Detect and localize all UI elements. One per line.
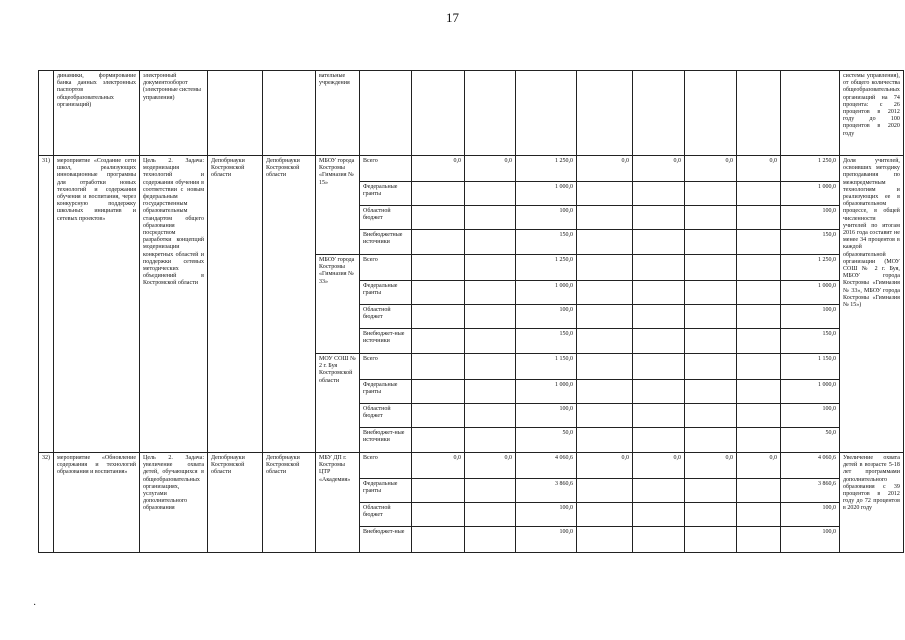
- cell-year-2: [465, 329, 516, 354]
- row31-source: Областной бюджет: [360, 404, 412, 428]
- cell-year-2: [465, 182, 516, 206]
- cell-num: [39, 71, 54, 156]
- cell-year-1: [412, 206, 465, 230]
- cell-year-5: [633, 255, 685, 281]
- row31-line: [39, 156, 904, 182]
- cell-dept2: [263, 71, 316, 156]
- cell-year-2: [465, 305, 516, 329]
- cell-year-5: [633, 230, 685, 255]
- cell-result: системы управления), от общего количества общеобразовательных организаций на 74 процента: с 26 процентов в 2012 году до 100 процентов в 2020 году: [840, 71, 904, 156]
- cell-year-5: [633, 305, 685, 329]
- cell-value: [685, 71, 737, 156]
- cell-year-3: 100,0: [516, 206, 577, 230]
- cell-year-2: 0,0: [465, 453, 516, 479]
- cell-year-7: [737, 527, 781, 553]
- cell-year-3: 100,0: [516, 503, 577, 527]
- cell-year-2: [465, 380, 516, 404]
- cell-year-5: [633, 503, 685, 527]
- row31-source: Федеральные гранты: [360, 380, 412, 404]
- cell-year-4: [577, 329, 633, 354]
- cell-year-2: [465, 255, 516, 281]
- cell-value: [465, 71, 516, 156]
- cell-year-3: 100,0: [516, 305, 577, 329]
- cell-year-7: [737, 281, 781, 305]
- cell-year-4: [577, 230, 633, 255]
- cell-value: [412, 71, 465, 156]
- cell-year-4: [577, 354, 633, 380]
- cell-year-6: [685, 479, 737, 503]
- cell-year-6: [685, 329, 737, 354]
- cell-year-2: [465, 428, 516, 453]
- cell-year-1: [412, 281, 465, 305]
- row31-source: Внебюджетные источники: [360, 230, 412, 255]
- row31-source: Всего: [360, 354, 412, 380]
- cell-year-6: [685, 527, 737, 553]
- cell-total: 150,0: [781, 329, 840, 354]
- cell-total: 50,0: [781, 428, 840, 453]
- cell-year-7: [737, 305, 781, 329]
- cell-year-1: [412, 404, 465, 428]
- cell-year-6: [685, 230, 737, 255]
- cell-year-4: [577, 404, 633, 428]
- row31-number: 31): [39, 156, 54, 453]
- cell-year-6: [685, 182, 737, 206]
- cell-year-7: 0,0: [737, 156, 781, 182]
- row32-number: 32): [39, 453, 54, 553]
- cell-year-5: [633, 380, 685, 404]
- cell-year-7: [737, 182, 781, 206]
- scan-mark: ·: [33, 600, 37, 611]
- cell-total: 1 000,0: [781, 380, 840, 404]
- cell-total: 3 860,6: [781, 479, 840, 503]
- cell-year-4: [577, 281, 633, 305]
- cell-year-3: 1 250,0: [516, 156, 577, 182]
- cell-year-7: 0,0: [737, 453, 781, 479]
- cell-year-7: [737, 230, 781, 255]
- cell-year-6: 0,0: [685, 156, 737, 182]
- cell-year-3: 1 150,0: [516, 354, 577, 380]
- cell-year-1: [412, 479, 465, 503]
- cell-year-1: [412, 503, 465, 527]
- row32-dept: Депобрнауки Костромской области: [208, 453, 263, 553]
- program-table: [38, 70, 904, 553]
- row31-source: Федеральные гранты: [360, 182, 412, 206]
- row31-source: Областной бюджет: [360, 305, 412, 329]
- row31-org: МБОУ города Костромы «Гимназия № 33»: [316, 255, 360, 354]
- cell-year-2: [465, 404, 516, 428]
- cell-year-7: [737, 479, 781, 503]
- cell-dept: [208, 71, 263, 156]
- row31-source: Федеральные гранты: [360, 281, 412, 305]
- row31-goal: Цель 2. Задача: модернизация технологий и содержания обучения в соответствии с новым федеральным государственным образовательным стандартом общего образования посредством разработки концепций модернизации конкретных областей и поддержки сетевых методических объединений в Костромской области: [140, 156, 208, 453]
- cell-year-6: [685, 305, 737, 329]
- cell-year-5: [633, 428, 685, 453]
- cell-year-2: [465, 527, 516, 553]
- row32-measure: мероприятие «Обновление содержания и технологий образования и воспитания»: [54, 453, 140, 553]
- cell-year-1: [412, 305, 465, 329]
- row31-org: МОУ СОШ № 2 г. Буя Костромской области: [316, 354, 360, 453]
- row32-source: Всего: [360, 453, 412, 479]
- cell-year-7: [737, 428, 781, 453]
- row31-measure: мероприятие «Создание сети школ, реализующих инновационные программы для отработки новых технологий и содержания обучения и воспитания, через конкурсную поддержку школьных инициатив и сетевых проектов»: [54, 156, 140, 453]
- row31-source: Областной бюджет: [360, 206, 412, 230]
- cell-total: 1 150,0: [781, 354, 840, 380]
- cell-year-1: [412, 255, 465, 281]
- row31-dept2: Депобрнауки Костромской области: [263, 156, 316, 453]
- row32-goal: Цель 2. Задача: увеличение охвата детей, обучающихся в общеобразовательных организациях, услугами дополнительного образования: [140, 453, 208, 553]
- cell-year-1: [412, 230, 465, 255]
- cell-year-3: 100,0: [516, 404, 577, 428]
- cell-year-2: [465, 281, 516, 305]
- cell-year-6: [685, 503, 737, 527]
- cell-year-4: 0,0: [577, 453, 633, 479]
- cell-value: [633, 71, 685, 156]
- cell-year-7: [737, 380, 781, 404]
- cell-year-7: [737, 255, 781, 281]
- cell-year-6: [685, 380, 737, 404]
- cell-year-4: 0,0: [577, 156, 633, 182]
- row32-source: Областной бюджет: [360, 503, 412, 527]
- cell-year-4: [577, 503, 633, 527]
- cell-year-2: [465, 230, 516, 255]
- cell-year-6: [685, 404, 737, 428]
- cell-year-7: [737, 329, 781, 354]
- cell-value: [577, 71, 633, 156]
- cell-year-1: [412, 182, 465, 206]
- cell-year-3: 150,0: [516, 230, 577, 255]
- cell-year-4: [577, 380, 633, 404]
- cell-total: 100,0: [781, 503, 840, 527]
- row31-result: Доля учителей, освоивших методику преподавания по межпредметным технологиям и реализующих ее в образовательном процессе, в общей численности учителей по итогам 2016 года составит не менее 34 процентов в каждой образовательной организации (МОУ СОШ № 2 г. Буя, МБОУ города Костромы «Гимназия № 33», МБОУ города Костромы «Гимназия № 15»): [840, 156, 904, 453]
- cell-year-5: [633, 404, 685, 428]
- cell-year-4: [577, 255, 633, 281]
- continuation-row: [39, 71, 904, 156]
- cell-year-5: [633, 329, 685, 354]
- cell-year-5: 0,0: [633, 156, 685, 182]
- cell-year-3: 1 000,0: [516, 182, 577, 206]
- cell-year-7: [737, 404, 781, 428]
- row32-dept2: Депобрнауки Костромской области: [263, 453, 316, 553]
- cell-year-1: 0,0: [412, 156, 465, 182]
- row31-source: Всего: [360, 255, 412, 281]
- cell-year-3: 100,0: [516, 527, 577, 553]
- cell-total: 1 250,0: [781, 156, 840, 182]
- cell-year-4: [577, 479, 633, 503]
- cell-total: 100,0: [781, 305, 840, 329]
- row31-source: Внебюджет-ные источники: [360, 329, 412, 354]
- cell-year-6: [685, 354, 737, 380]
- cell-year-5: [633, 354, 685, 380]
- cell-total: 100,0: [781, 527, 840, 553]
- cell-year-7: [737, 354, 781, 380]
- cell-total: 100,0: [781, 404, 840, 428]
- cell-year-3: 1 250,0: [516, 255, 577, 281]
- cell-year-3: 50,0: [516, 428, 577, 453]
- cell-year-6: 0,0: [685, 453, 737, 479]
- cell-total: 4 060,6: [781, 453, 840, 479]
- cell-year-5: [633, 527, 685, 553]
- cell-year-1: [412, 380, 465, 404]
- cell-total: 1 250,0: [781, 255, 840, 281]
- cell-year-4: [577, 182, 633, 206]
- cell-year-4: [577, 305, 633, 329]
- cell-year-1: [412, 329, 465, 354]
- cell-year-2: [465, 206, 516, 230]
- cell-goal: электронный документооборот (электронные системы управления): [140, 71, 208, 156]
- cell-year-5: [633, 281, 685, 305]
- cell-total: 100,0: [781, 206, 840, 230]
- cell-year-5: [633, 479, 685, 503]
- cell-year-3: 150,0: [516, 329, 577, 354]
- row32-line: [39, 453, 904, 479]
- cell-total: 150,0: [781, 230, 840, 255]
- cell-year-7: [737, 503, 781, 527]
- cell-year-5: [633, 206, 685, 230]
- cell-year-6: [685, 428, 737, 453]
- cell-year-1: 0,0: [412, 453, 465, 479]
- row32-org: МБУ ДП г. Костромы ЦТР «Академия»: [316, 453, 360, 553]
- row32-source: Внебюджет-ные: [360, 527, 412, 553]
- cell-year-6: [685, 206, 737, 230]
- cell-year-2: 0,0: [465, 156, 516, 182]
- cell-year-5: [633, 182, 685, 206]
- cell-year-5: 0,0: [633, 453, 685, 479]
- cell-year-7: [737, 206, 781, 230]
- row31-org: МБОУ города Костромы «Гимназия № 15»: [316, 156, 360, 255]
- row31-source: Внебюджет-ные источники: [360, 428, 412, 453]
- cell-year-2: [465, 503, 516, 527]
- row32-source: Федеральные гранты: [360, 479, 412, 503]
- cell-value: [737, 71, 781, 156]
- cell-year-3: 1 000,0: [516, 281, 577, 305]
- cell-year-3: 3 860,6: [516, 479, 577, 503]
- cell-year-3: 1 000,0: [516, 380, 577, 404]
- cell-year-4: [577, 428, 633, 453]
- cell-year-1: [412, 527, 465, 553]
- row31-dept: Депобрнауки Костромской области: [208, 156, 263, 453]
- cell-year-6: [685, 255, 737, 281]
- row32-result: Увеличение охвата детей в возрасте 5-18 лет программами дополнительного образования с 39 процентов в 2012 году до 72 процентов в 2020 году: [840, 453, 904, 553]
- cell-source: [360, 71, 412, 156]
- cell-year-3: 4 060,6: [516, 453, 577, 479]
- cell-value: [516, 71, 577, 156]
- cell-org: вательные учреждения: [316, 71, 360, 156]
- cell-year-4: [577, 206, 633, 230]
- cell-year-1: [412, 428, 465, 453]
- cell-measure: динамики, формирование банка данных электронных паспортов общеобразовательных организаций): [54, 71, 140, 156]
- row31-source: Всего: [360, 156, 412, 182]
- page-number: 17: [446, 10, 459, 25]
- cell-value: [781, 71, 840, 156]
- cell-year-2: [465, 479, 516, 503]
- cell-year-6: [685, 281, 737, 305]
- cell-total: 1 000,0: [781, 182, 840, 206]
- cell-total: 1 000,0: [781, 281, 840, 305]
- cell-year-2: [465, 354, 516, 380]
- cell-year-4: [577, 527, 633, 553]
- cell-year-1: [412, 354, 465, 380]
